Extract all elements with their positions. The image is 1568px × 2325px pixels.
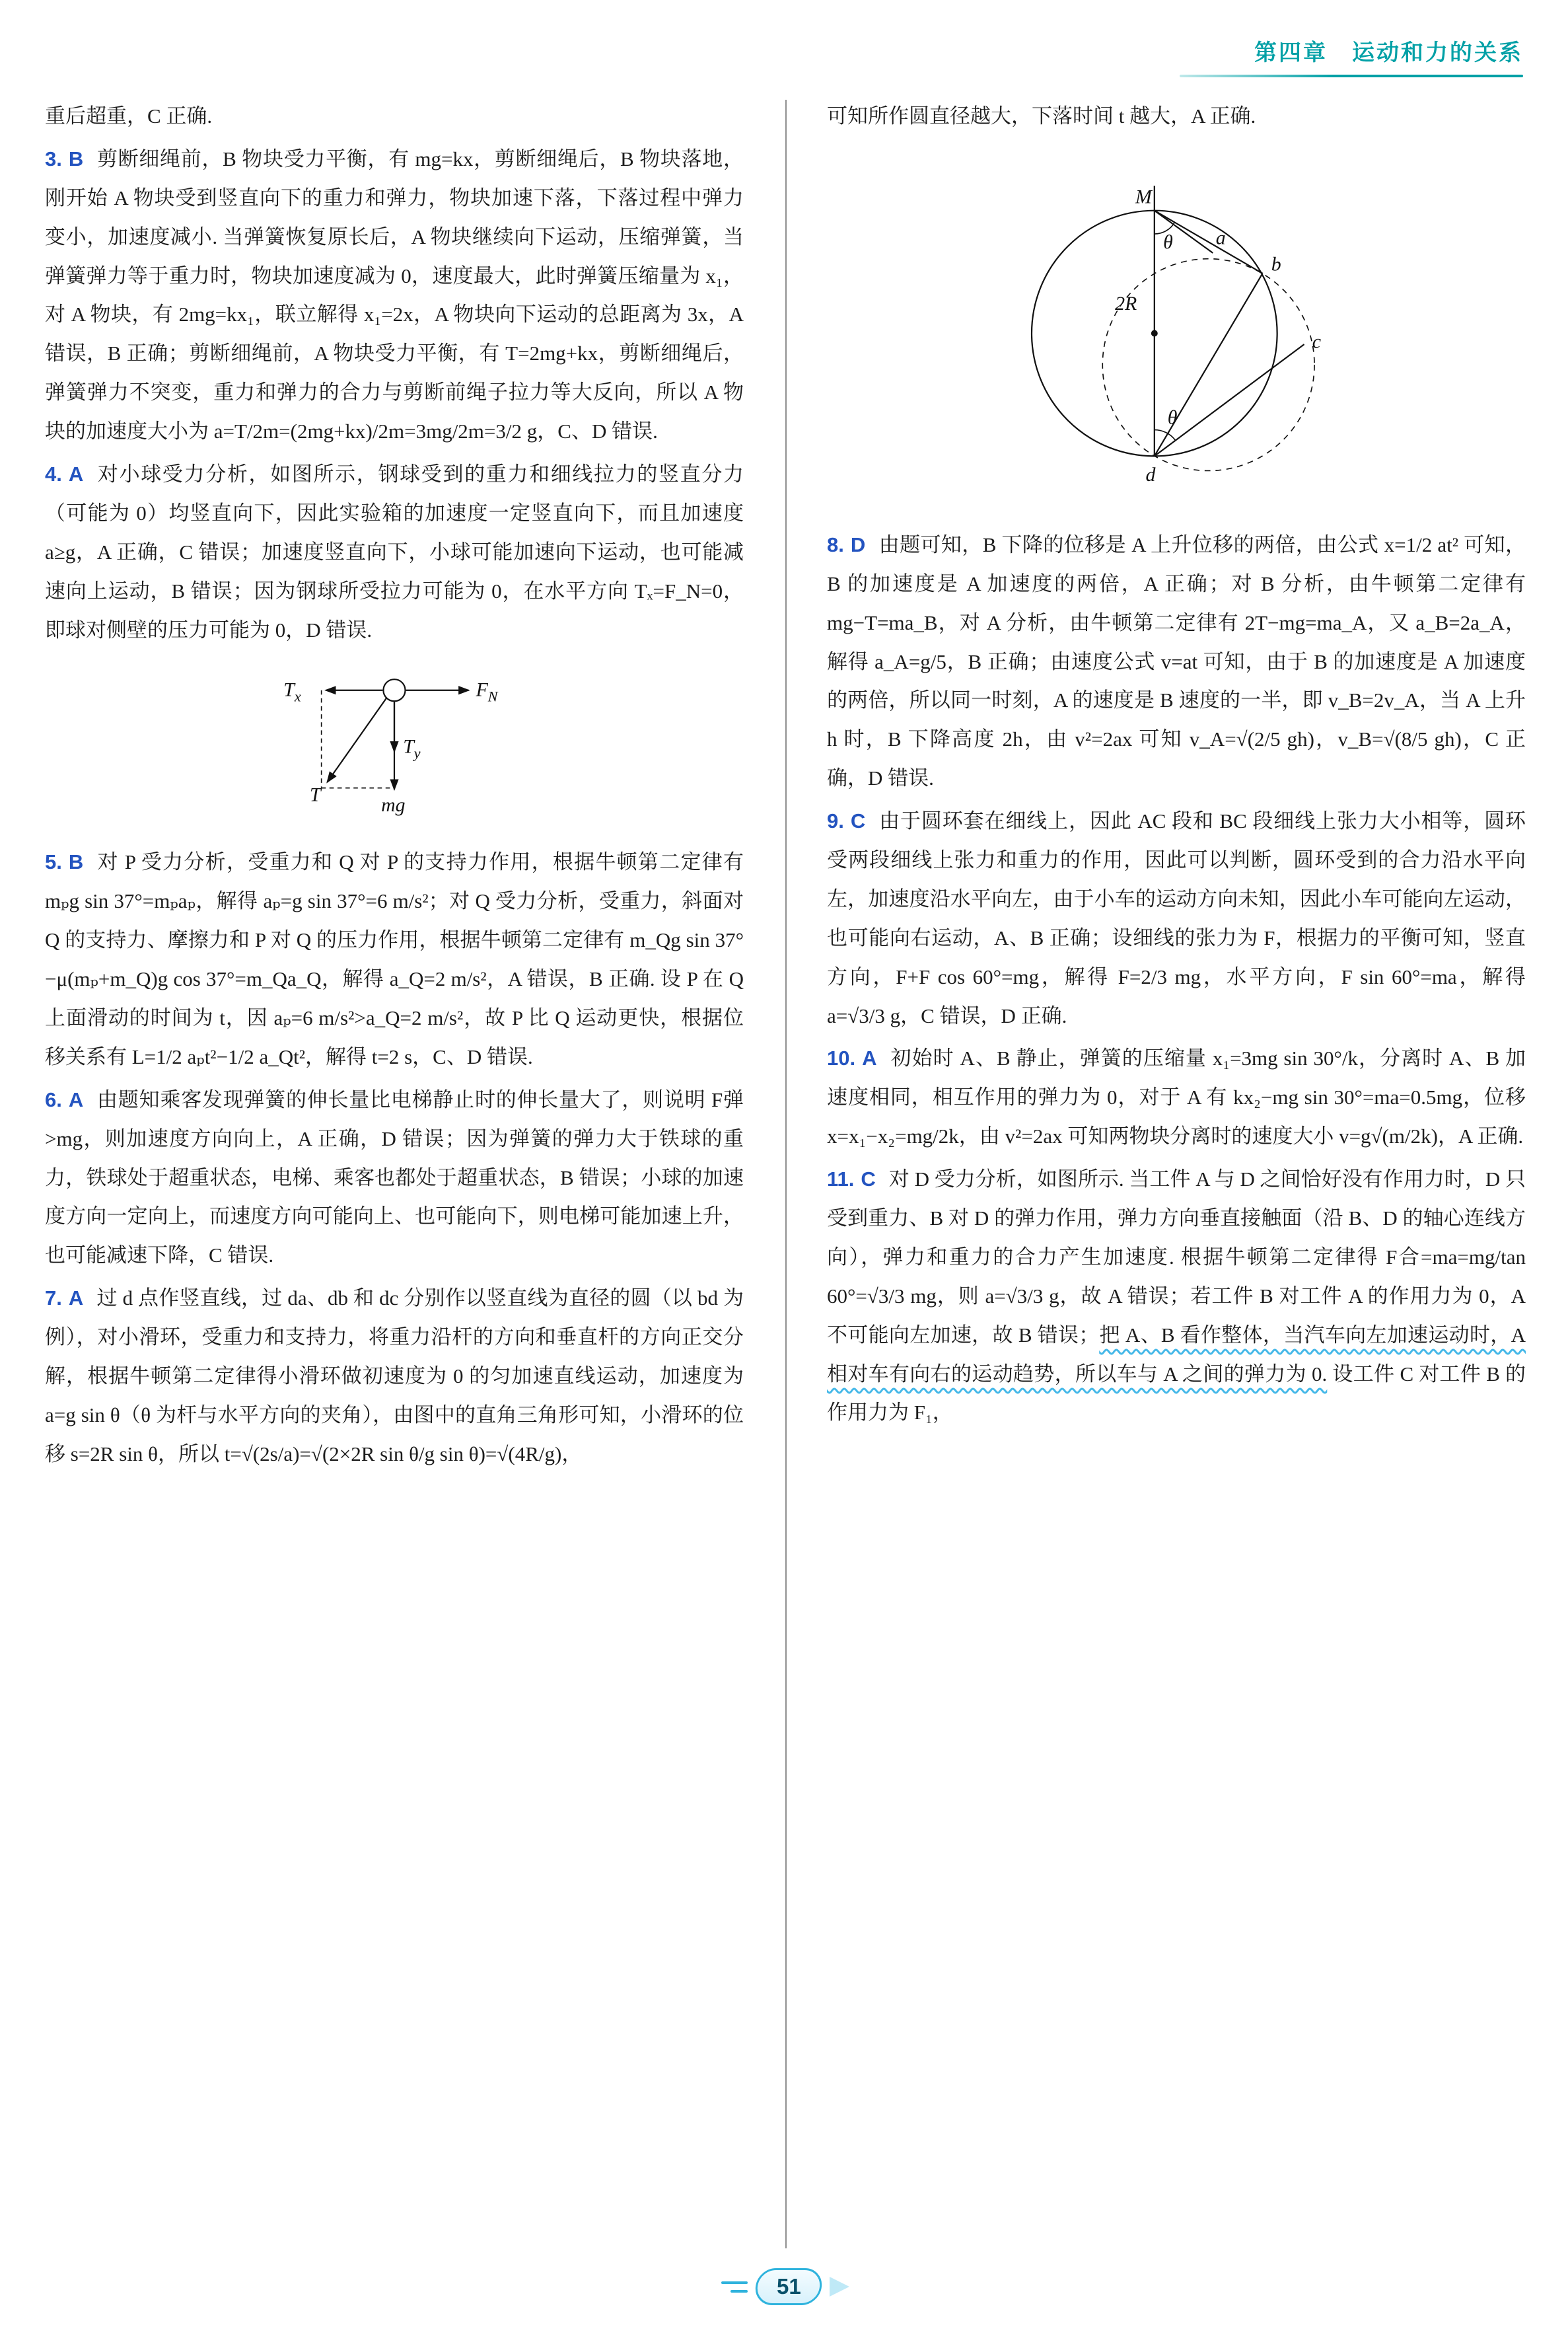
force-diagram-figure [45, 664, 744, 826]
solution-item-4 [45, 455, 744, 649]
solution-text: 重后超重，C 正确. [45, 104, 213, 128]
answer-letter: A [862, 1047, 877, 1070]
page-header [45, 34, 1526, 77]
question-number: 4. [45, 462, 62, 486]
label-mg: mg [381, 794, 406, 817]
force-diagram [269, 664, 520, 826]
ball-icon [383, 680, 405, 702]
label-M: M [1135, 186, 1152, 208]
solution-text: 由题可知，B 下降的位移是 A 上升位移的两倍，由公式 x=1/2 at² 可知，B 的加速度是 A 加速度的两倍，A 正确；对 B 分析，由牛顿第二定律有 mg−T=ma_B，对 A 分析，由牛顿第二定律有 2T−mg=ma_A，又 a_B=2a_A，解得 a_A=g/5，B 正确；由速度公式 v=at 可知，由于 B 的加速度是 A 加速度的两倍，所以同一时刻，A 的速度是 B 速度的一半，即 v_B=2v_A，当 A 上升 h 时，B 下降高度 2h，由 v²=2ax 可知 v_A=√(2/5 gh)，v_B=√(8/5 gh)，C 正确，D 错误. [827, 533, 1526, 790]
answer-letter: A [68, 1088, 84, 1111]
paragraph-continuation [45, 97, 744, 136]
question-number: 9. [827, 809, 844, 833]
solution-text: 可知所作圆直径越大，下落时间 t 越大，A 正确. [827, 104, 1256, 128]
page-number: 51 [776, 2274, 801, 2299]
page-number-oval [754, 2268, 824, 2305]
answer-letter: C [850, 809, 866, 833]
question-number: 3. [45, 147, 62, 170]
solution-text: 过 d 点作竖直线，过 da、db 和 dc 分别作以竖直线为直径的圆（以 bd 为例），对小滑环，受重力和支持力，将重力沿杆的方向和垂直杆的方向正交分解，根据牛顿第二定律得小滑环做初速度为 0 的匀加速直线运动，加速度为 a=g sin θ（θ 为杆与水平方向的夹角），由图中的直角三角形可知，小滑环的位移 s=2R sin θ，所以 t=√(2s/a)=√(2×2R sin θ/g sin θ)=√(4R/g)， [45, 1286, 744, 1465]
answer-letter: C [861, 1167, 876, 1191]
force-arrow-T [327, 698, 386, 782]
question-number: 7. [45, 1286, 62, 1310]
question-number: 11. [827, 1167, 855, 1191]
right-column [827, 97, 1526, 2251]
label-FN: $F_N$ [476, 679, 498, 705]
solution-item-11 [827, 1160, 1526, 1432]
circle-diagram [972, 151, 1381, 509]
label-T: T [309, 784, 321, 806]
solution-text: 对 P 受力分析，受重力和 Q 对 P 的支持力作用，根据牛顿第二定律有 mₚg sin 37°=mₚaₚ，解得 aₚ=g sin 37°=6 m/s²；对 Q 受力分析，受重力，斜面对 Q 的支持力、摩擦力和 P 对 Q 的压力作用，根据牛顿第二定律有 m_Qg sin 37°−μ(mₚ+m_Q)g cos 37°=m_Qa_Q，解得 a_Q=2 m/s²，A 错误，B 正确. 设 P 在 Q 上面滑动的时间为 t，因 aₚ=6 m/s²>a_Q=2 m/s²，故 P 比 Q 运动更快，根据位移关系有 L=1/2 aₚt²−1/2 a_Qt²，解得 t=2 s，C、D 错误. [45, 850, 744, 1068]
circle-diagram-figure [827, 151, 1526, 509]
content-columns [45, 97, 1526, 2251]
label-Ty: $T_y$ [403, 736, 421, 762]
solution-item-9 [827, 802, 1526, 1035]
solution-item-6 [45, 1081, 744, 1275]
swoosh-icon [830, 2277, 849, 2297]
solution-text: 由题知乘客发现弹簧的伸长量比电梯静止时的伸长量大了，则说明 F弹>mg，则加速度方向向上，A 正确，D 错误；因为弹簧的弹力大于铁球的重力，铁球处于超重状态，电梯、乘客也都处于超重状态，B 错误；小球的加速度方向一定向上，而速度方向可能向上、也可能向下，则电梯可能加速上升，也可能减速下降，C 错误. [45, 1088, 744, 1267]
solution-text: 初始时 A、B 静止，弹簧的压缩量 x₁=3mg sin 30°/k，分离时 A、B 加速度相同，相互作用的弹力为 0，对于 A 有 kx₂−mg sin 30°=ma=0.5mg，位移 x=x₁−x₂=mg/2k，由 v²=2ax 可知两物块分离时的速度大小 v=g√(m/2k)，A 正确. [827, 1047, 1526, 1148]
solution-text: 对 D 受力分析，如图所示. 当工件 A 与 D 之间恰好没有作用力时，D 只受到重力、B 对 D 的弹力作用，弹力方向垂直接触面（沿 B、D 的轴心连线方向），弹力和重力的合力产生加速度. 根据牛顿第二定律得 F合=ma=mg/tan 60°=√3/3 mg，则 a=√3/3 g，故 A 错误；若工件 B 对工件 A 的作用力为 0，A 不可能向左加速，故 B 错误； [827, 1167, 1526, 1347]
solution-text: 设工件 C 对工件 B 的作用力为 F₁， [827, 1362, 1526, 1424]
key-point-underlined-text: 把 A、B 看作整体，当汽车向左加速运动时，A 相对车有向右的运动趋势，所以车与 A 之间的弹力为 0. [827, 1323, 1526, 1385]
answer-letter: B [68, 850, 84, 874]
question-number: 8. [827, 533, 844, 556]
chapter-title: 第四章 运动和力的关系 [1254, 40, 1523, 65]
solution-item-10 [827, 1039, 1526, 1156]
solution-item-5 [45, 843, 744, 1076]
page-number-badge [721, 2268, 849, 2305]
answer-letter: A [68, 1286, 84, 1310]
paragraph-continuation [827, 97, 1526, 136]
rod-d-c [1155, 344, 1304, 456]
solution-text: 剪断细绳前，B 物块受力平衡，有 mg=kx，剪断细绳后，B 物块落地，刚开始 A 物块受到竖直向下的重力和弹力，物块加速下落，下落过程中弹力变小，加速度减小. 当弹簧恢复原长后，A 物块继续向下运动，压缩弹簧，当弹簧弹力等于重力时，物块加速度减为 0，速度最大，此时弹簧压缩量为 x₁，对 A 物块，有 2mg=kx₁，联立解得 x₁=2x，A 物块向下运动的总距离为 3x，A 错误，B 正确；剪断细绳前，A 物块受力平衡，有 T=2mg+kx，剪断细绳后，弹簧弹力不突变，重力和弹力的合力与剪断前绳子拉力等大反向，所以 A 物块的加速度大小为 a=T/2m=(2mg+kx)/2m=3mg/2m=3/2 g，C、D 错误. [45, 147, 744, 443]
solution-item-8 [827, 526, 1526, 798]
solution-text: 由于圆环套在细线上，因此 AC 段和 BC 段细线上张力大小相等，圆环受两段细线上张力和重力的作用，因此可以判断，圆环受到的合力沿水平向左，加速度沿水平向左，由于小车的运动方向未知，因此小车可能向左运动，也可能向右运动，A、B 正确；设细线的张力为 F，根据力的平衡可知，竖直方向，F+F cos 60°=mg，解得 F=2/3 mg，水平方向，F sin 60°=ma，解得 a=√3/3 g，C 错误，D 正确. [827, 809, 1526, 1027]
answer-letter: B [68, 147, 84, 170]
center-dot [1151, 330, 1158, 336]
label-d: d [1145, 463, 1156, 486]
page-footer [45, 2251, 1526, 2308]
solution-item-3 [45, 140, 744, 451]
speed-lines-icon [721, 2281, 748, 2293]
question-number: 5. [45, 850, 62, 874]
answer-letter: A [68, 462, 84, 486]
label-a: a [1215, 227, 1226, 249]
question-number: 6. [45, 1088, 62, 1111]
left-column [45, 97, 744, 2251]
label-b: b [1271, 253, 1281, 276]
label-theta-bottom: θ [1167, 406, 1178, 429]
label-Tx: $T_x$ [283, 679, 301, 705]
question-number: 10. [827, 1047, 856, 1070]
column-divider [785, 100, 787, 2248]
answer-letter: D [850, 533, 866, 556]
label-theta-top: θ [1163, 231, 1173, 254]
header-rule [1180, 75, 1523, 77]
label-c: c [1312, 330, 1322, 353]
solution-item-7 [45, 1279, 744, 1473]
rod-d-b [1155, 274, 1263, 457]
label-2R: 2R [1115, 293, 1137, 315]
solution-text: 对小球受力分析，如图所示，钢球受到的重力和细线拉力的竖直分力（可能为 0）均竖直向下，因此实验箱的加速度一定竖直向下，而且加速度 a≥g，A 正确，C 错误；加速度竖直向下，小球可能加速向下运动，也可能减速向上运动，B 错误；因为钢球所受拉力可能为 0，在水平方向 Tₓ=F_N=0，即球对侧壁的压力可能为 0，D 错误. [45, 462, 744, 642]
